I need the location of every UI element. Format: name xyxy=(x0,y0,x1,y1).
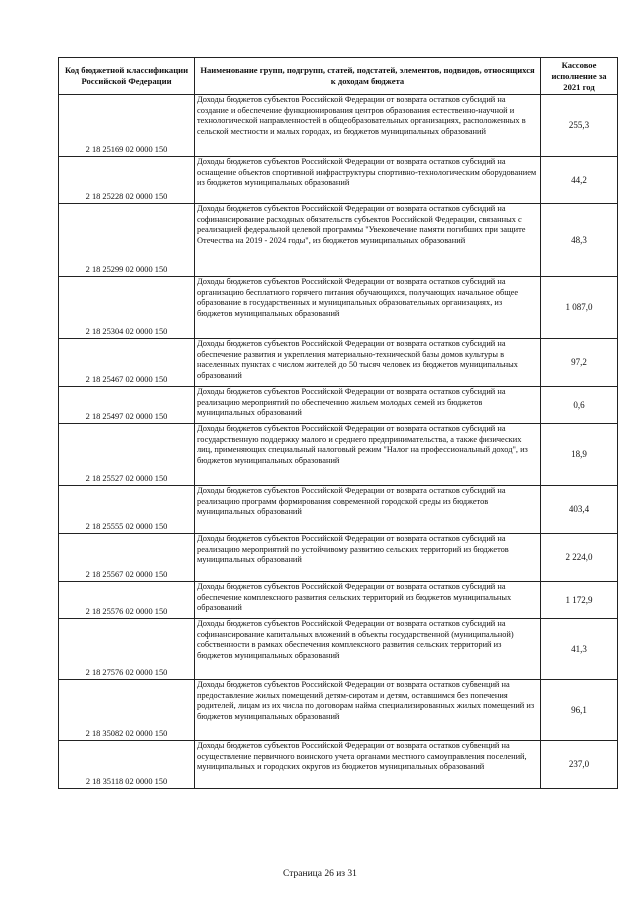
page-number: Страница 26 из 31 xyxy=(283,869,357,879)
row-name: Доходы бюджетов субъектов Российской Федерации от возврата остатков субсидий на реализацию мероприятий по обеспечению жильем молодых семей из бюджетов муниципальных образований xyxy=(195,387,541,424)
row-name: Доходы бюджетов субъектов Российской Федерации от возврата остатков субсидий на реализацию программ формирования современной городской среды из бюджетов муниципальных образований xyxy=(195,486,541,534)
row-name: Доходы бюджетов субъектов Российской Федерации от возврата остатков субсидий на обеспечение развития и укрепления материально-технической базы домов культуры в населенных пунктах с числом жителей до 50 тысяч человек из бюджетов муниципальных образований xyxy=(195,339,541,387)
header-name: Наименование групп, подгрупп, статей, подстатей, элементов, подвидов, относящихся к доходам бюджета xyxy=(195,58,541,95)
row-name: Доходы бюджетов субъектов Российской Федерации от возврата остатков субсидий на обеспечение комплексного развития сельских территорий из бюджетов муниципальных образований xyxy=(195,582,541,619)
row-code: 2 18 25555 02 0000 150 xyxy=(59,486,195,534)
row-code: 2 18 25228 02 0000 150 xyxy=(59,157,195,204)
table-header-row xyxy=(59,58,618,95)
table-row xyxy=(59,387,618,424)
row-name: Доходы бюджетов субъектов Российской Федерации от возврата остатков субсидий на софинансирование расходных обязательств субъектов Российской Федерации, связанных с реализацией федеральной целевой программы "Увековечение памяти погибших при защите Отечества на 2019 - 2024 годы", из бюджетов муниципальных образований xyxy=(195,204,541,277)
header-code: Код бюджетной классификации Российской Федерации xyxy=(59,58,195,95)
table-row xyxy=(59,339,618,387)
row-name: Доходы бюджетов субъектов Российской Федерации от возврата остатков субвенций на осуществление первичного воинского учета органами местного самоуправления поселений, муниципальных и городских округов из бюджетов муниципальных образований xyxy=(195,741,541,789)
table-row xyxy=(59,534,618,582)
table-row xyxy=(59,741,618,789)
table-row xyxy=(59,424,618,486)
row-name: Доходы бюджетов субъектов Российской Федерации от возврата остатков субсидий на оснащение объектов спортивной инфраструктуры спортивно-технологическим оборудованием из бюджетов муниципальных образований xyxy=(195,157,541,204)
table-row xyxy=(59,277,618,339)
row-code: 2 18 25169 02 0000 150 xyxy=(59,95,195,157)
row-name: Доходы бюджетов субъектов Российской Федерации от возврата остатков субсидий на государственную поддержку малого и среднего предпринимательства, а также физических лиц, применяющих специальный налоговый режим "Налог на профессиональный доход", из бюджетов муниципальных образований xyxy=(195,424,541,486)
row-amount: 18,9 xyxy=(541,424,618,486)
row-amount: 97,2 xyxy=(541,339,618,387)
table-row xyxy=(59,619,618,680)
revenue-table xyxy=(58,57,618,789)
row-amount: 44,2 xyxy=(541,157,618,204)
row-code: 2 18 35082 02 0000 150 xyxy=(59,680,195,741)
row-name: Доходы бюджетов субъектов Российской Федерации от возврата остатков субсидий на создание и обеспечение функционирования центров образования естественно-научной и технологической направленностей в общеобразовательных организациях, расположенных в сельской местности и малых городах, из бюджетов муниципальных образований xyxy=(195,95,541,157)
row-amount: 96,1 xyxy=(541,680,618,741)
row-amount: 48,3 xyxy=(541,204,618,277)
table-row xyxy=(59,486,618,534)
row-amount: 1 087,0 xyxy=(541,277,618,339)
row-name: Доходы бюджетов субъектов Российской Федерации от возврата остатков субсидий на софинансирование капитальных вложений в объекты государственной (муниципальной) собственности в рамках обеспечения комплексного развития сельских территорий из бюджетов муниципальных образований xyxy=(195,619,541,680)
row-code: 2 18 25299 02 0000 150 xyxy=(59,204,195,277)
table-row xyxy=(59,157,618,204)
row-amount: 2 224,0 xyxy=(541,534,618,582)
row-amount: 237,0 xyxy=(541,741,618,789)
row-amount: 41,3 xyxy=(541,619,618,680)
row-code: 2 18 25576 02 0000 150 xyxy=(59,582,195,619)
row-code: 2 18 25467 02 0000 150 xyxy=(59,339,195,387)
row-amount: 255,3 xyxy=(541,95,618,157)
table-row xyxy=(59,680,618,741)
row-name: Доходы бюджетов субъектов Российской Федерации от возврата остатков субвенций на предоставление жилых помещений детям-сиротам и детям, оставшимся без попечения родителей, лицам из их числа по договорам найма специализированных жилых помещений из бюджетов муниципальных образований xyxy=(195,680,541,741)
row-amount: 1 172,9 xyxy=(541,582,618,619)
row-code: 2 18 25527 02 0000 150 xyxy=(59,424,195,486)
row-amount: 0,6 xyxy=(541,387,618,424)
row-code: 2 18 25567 02 0000 150 xyxy=(59,534,195,582)
row-code: 2 18 25304 02 0000 150 xyxy=(59,277,195,339)
row-code: 2 18 27576 02 0000 150 xyxy=(59,619,195,680)
row-amount: 403,4 xyxy=(541,486,618,534)
row-name: Доходы бюджетов субъектов Российской Федерации от возврата остатков субсидий на реализацию мероприятий по устойчивому развитию сельских территорий из бюджетов муниципальных образований xyxy=(195,534,541,582)
table-row xyxy=(59,204,618,277)
row-name: Доходы бюджетов субъектов Российской Федерации от возврата остатков субсидий на организацию бесплатного горячего питания обучающихся, получающих начальное общее образование в государственных и муниципальных образовательных организациях, из бюджетов муниципальных образований xyxy=(195,277,541,339)
row-code: 2 18 25497 02 0000 150 xyxy=(59,387,195,424)
table-row xyxy=(59,582,618,619)
row-code: 2 18 35118 02 0000 150 xyxy=(59,741,195,789)
header-amount: Кассовое исполнение за 2021 год xyxy=(541,58,618,95)
table-row xyxy=(59,95,618,157)
